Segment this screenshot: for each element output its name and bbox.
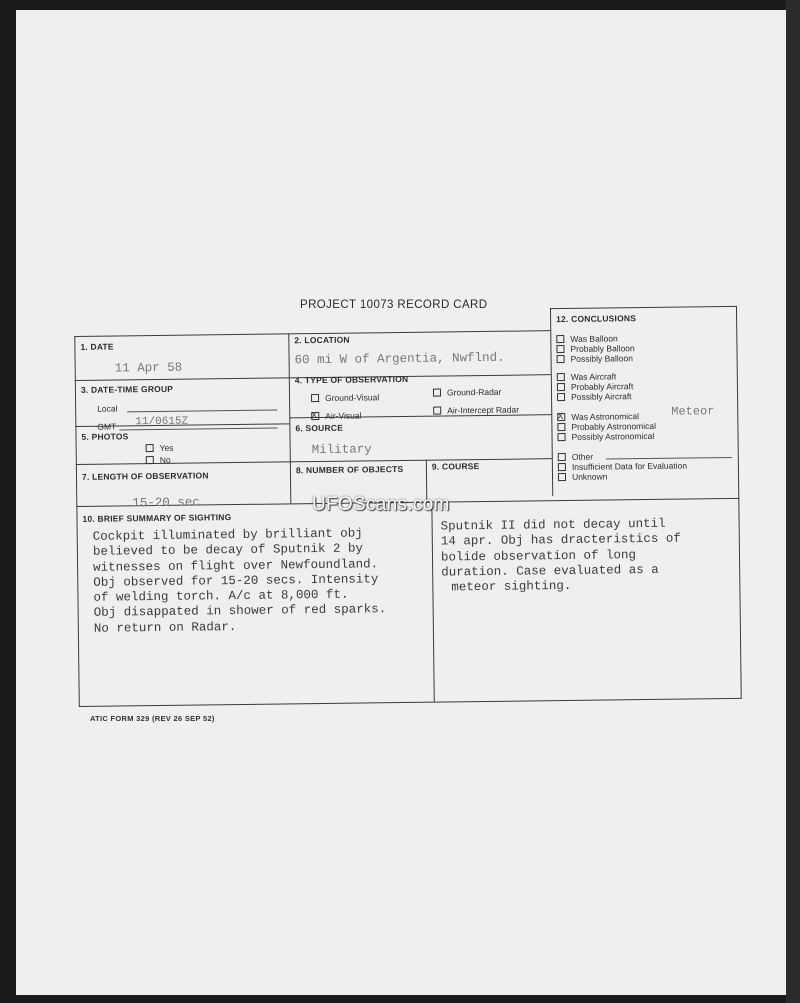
card-title: PROJECT 10073 RECORD CARD xyxy=(300,299,488,311)
other-text: Other xyxy=(571,451,594,462)
source-label: 6. SOURCE xyxy=(295,422,344,434)
possibly-balloon-text: Possibly Balloon xyxy=(570,353,634,364)
photos-no-checkbox xyxy=(146,456,154,464)
summary-line: Cockpit illuminated by brilliant obj xyxy=(92,526,363,544)
possibly-aircraft-checkbox xyxy=(557,393,565,401)
comments-line: 14 apr. Obj has dracteristics of xyxy=(440,531,681,549)
dtg-gmt-value: 11/0615Z xyxy=(135,415,189,429)
conclusions-label: 12. CONCLUSIONS xyxy=(556,313,637,325)
was-balloon-text: Was Balloon xyxy=(570,333,618,344)
summary-line: witnesses on flight over Newfoundland. xyxy=(93,556,379,575)
probably-balloon-text: Probably Balloon xyxy=(570,343,635,354)
air-visual-option xyxy=(311,410,361,421)
other-line xyxy=(606,457,732,460)
frame-right xyxy=(736,306,742,698)
insufficient-data-text: Insufficient Data for Evaluation xyxy=(571,460,688,472)
frame-conclusions-divider xyxy=(550,308,553,496)
was-aircraft-checkbox xyxy=(557,373,565,381)
unknown-text: Unknown xyxy=(571,471,608,482)
was-aircraft-text: Was Aircraft xyxy=(570,371,617,382)
photos-no-option xyxy=(146,455,171,465)
probably-aircraft-text: Probably Aircraft xyxy=(570,381,634,392)
length-label: 7. LENGTH OF OBSERVATION xyxy=(81,470,209,482)
air-visual-checkbox xyxy=(311,412,319,420)
comments-line: meteor sighting. xyxy=(451,579,572,595)
conclusion-handwritten-meteor: Meteor xyxy=(671,404,715,419)
dtg-local-line xyxy=(127,410,277,413)
was-balloon-checkbox xyxy=(556,335,564,343)
probably-balloon-checkbox xyxy=(556,345,564,353)
date-label: 1. DATE xyxy=(80,341,114,352)
summary-line: Obj observed for 15-20 secs. Intensity xyxy=(93,572,379,590)
dtg-gmt-label: GMT xyxy=(97,421,117,432)
photos-yes-checkbox xyxy=(146,444,154,452)
comments-line: duration. Case evaluated as a xyxy=(441,562,659,580)
form-number: ATIC FORM 329 (REV 26 SEP 52) xyxy=(90,714,215,723)
ground-radar-checkbox xyxy=(433,389,441,397)
insufficient-data-checkbox xyxy=(558,463,566,471)
conclusion-possibly-balloon xyxy=(557,353,633,364)
conclusion-unknown xyxy=(558,471,608,482)
dtg-local-label: Local xyxy=(97,403,118,414)
possibly-aircraft-text: Possibly Aircraft xyxy=(570,391,632,402)
course-label: 9. COURSE xyxy=(431,461,480,472)
ground-radar-text: Ground-Radar xyxy=(446,386,502,398)
air-visual-text: Air-Visual xyxy=(325,410,362,421)
comments-line: bolide observation of long xyxy=(440,547,637,565)
air-visual-check-mark: X xyxy=(311,410,318,421)
air-intercept-option xyxy=(433,405,519,416)
astronomical-check-mark: X xyxy=(557,411,564,422)
photos-label: 5. PHOTOS xyxy=(81,431,129,442)
conclusion-possibly-astronomical xyxy=(557,431,654,442)
possibly-astronomical-checkbox xyxy=(557,433,565,441)
summary-line: No return on Radar. xyxy=(93,619,237,636)
summary-label: 10. BRIEF SUMMARY OF SIGHTING xyxy=(82,512,232,524)
num-objects-label: 8. NUMBER OF OBJECTS xyxy=(295,463,404,476)
unknown-checkbox xyxy=(558,473,566,481)
grid-col-summary xyxy=(431,502,434,702)
photos-yes-option xyxy=(146,443,174,453)
length-value: 15-20 sec xyxy=(132,495,200,511)
probably-astronomical-text: Probably Astronomical xyxy=(571,420,657,432)
type-obs-label: 4. TYPE OF OBSERVATION xyxy=(294,373,409,386)
other-checkbox xyxy=(558,453,566,461)
summary-text xyxy=(93,526,387,637)
probably-astronomical-checkbox xyxy=(557,423,565,431)
summary-line: of welding torch. A/c at 8,000 ft. xyxy=(93,587,349,605)
scan-edge xyxy=(786,0,800,1003)
photos-yes-text: Yes xyxy=(159,442,174,453)
ground-visual-checkbox xyxy=(311,394,319,402)
photos-no-text: No xyxy=(159,454,171,465)
ground-visual-option xyxy=(311,392,379,403)
watermark: UFOScans.com xyxy=(312,494,450,515)
dtg-label: 3. DATE-TIME GROUP xyxy=(80,383,174,395)
summary-line: believed to be decay of Sputnik 2 by xyxy=(92,541,364,560)
was-astronomical-checkbox xyxy=(557,413,565,421)
location-label: 2. LOCATION xyxy=(294,334,350,346)
summary-line: Obj disappated in shower of red sparks. xyxy=(93,602,387,621)
air-intercept-text: Air-Intercept Radar xyxy=(447,404,520,416)
location-value: 60 mi W of Argentia, Nwflnd. xyxy=(294,350,505,368)
date-value: 11 Apr 58 xyxy=(114,360,183,376)
conclusion-insufficient-data xyxy=(558,461,687,473)
comments-line: Sputnik II did not decay until xyxy=(440,516,666,534)
possibly-astronomical-text: Possibly Astronomical xyxy=(571,430,655,442)
was-astronomical-text: Was Astronomical xyxy=(571,411,640,422)
air-intercept-checkbox xyxy=(433,407,441,415)
ground-visual-text: Ground-Visual xyxy=(324,392,380,403)
conclusion-possibly-aircraft xyxy=(557,391,632,402)
probably-aircraft-checkbox xyxy=(557,383,565,391)
comments-text xyxy=(441,517,682,596)
conclusion-other xyxy=(558,452,593,462)
source-value: Military xyxy=(311,442,372,458)
ground-radar-option xyxy=(433,387,501,398)
possibly-balloon-checkbox xyxy=(557,355,565,363)
